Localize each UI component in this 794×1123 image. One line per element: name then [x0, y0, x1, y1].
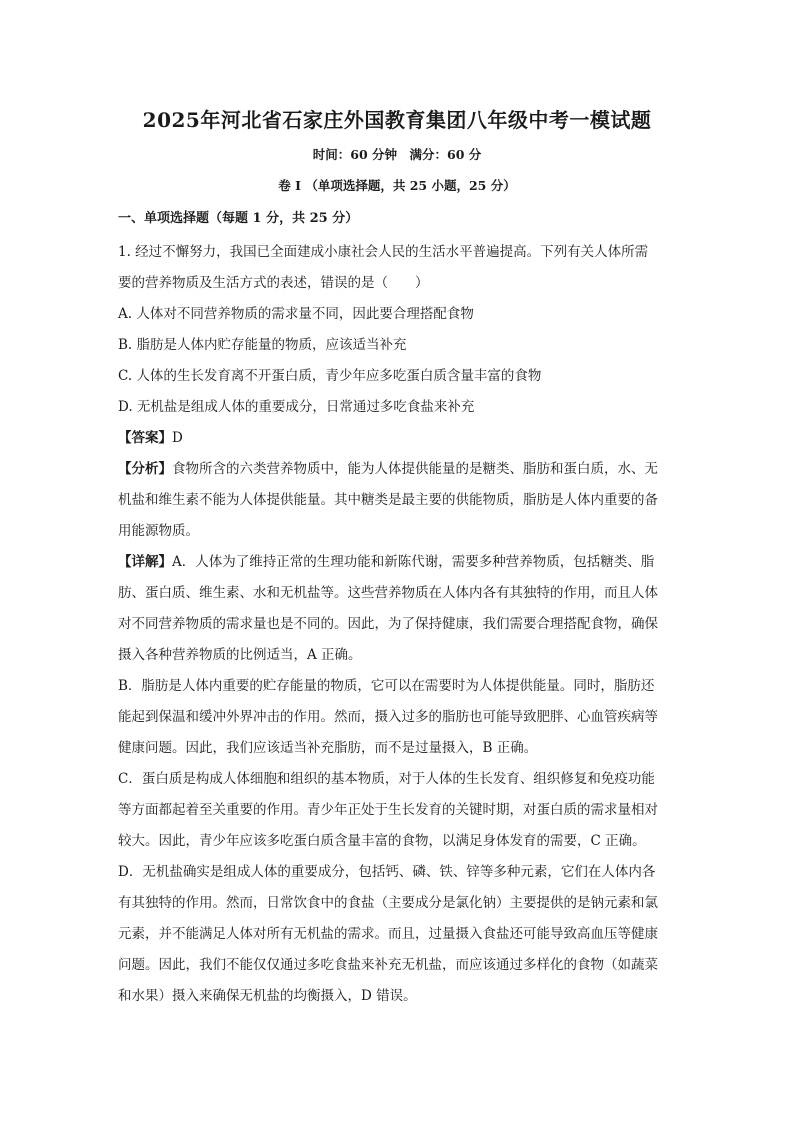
analysis-line-2: 机盐和维生素不能为人体提供能量。其中糖类是最主要的供能物质，脂肪是人体内重要的备	[118, 492, 658, 508]
detail-tag: 【详解】	[118, 554, 172, 570]
detail-line-10: 较大。因此，青少年应该多吃蛋白质含量丰富的食物，以满足身体发育的需要，C 正确。	[118, 833, 646, 849]
answer-tag: 【答案】	[118, 430, 172, 446]
time-score-line: 时间：60 分钟 满分：60 分	[312, 147, 482, 162]
detail-line-11: D．无机盐确实是组成人体的重要成分，包括钙、磷、铁、锌等多种元素，它们在人体内各	[118, 864, 656, 880]
detail-line-1	[118, 550, 654, 570]
answer-line	[118, 426, 183, 446]
analysis-line-3: 用能源物质。	[118, 523, 199, 539]
volume-heading: 卷 I （单项选择题，共 25 小题，25 分）	[278, 178, 516, 193]
option-b: B. 脂肪是人体内贮存能量的物质，应该适当补充	[118, 337, 407, 353]
analysis-text: 食物所含的六类营养物质中，能为人体提供能量的是糖类、脂肪和蛋白质，水、无	[172, 461, 658, 477]
detail-line-4: 摄入各种营养物质的比例适当，A 正确。	[118, 647, 362, 663]
detail-line-12: 有其独特的作用。然而，日常饮食中的食盐（主要成分是氯化钠）主要提供的是钠元素和氯	[118, 895, 658, 911]
detail-line-9: 等方面都起着至关重要的作用。青少年正处于生长发育的关键时期，对蛋白质的需求量相对	[118, 802, 658, 818]
detail-line-13: 元素，并不能满足人体对所有无机盐的需求。而且，过量摄入食盐还可能导致高血压等健康	[118, 926, 658, 942]
detail-line-14: 问题。因此，我们不能仅仅通过多吃食盐来补充无机盐，而应该通过多样化的食物（如蔬菜	[118, 957, 658, 973]
answer-value: D	[172, 430, 183, 446]
question-stem-line-2: 要的营养物质及生活方式的表述，错误的是（ ）	[118, 275, 429, 291]
analysis-tag: 【分析】	[118, 461, 172, 477]
section-heading: 一、单项选择题（每题 1 分，共 25 分）	[118, 211, 359, 226]
detail-line-5: B．脂肪是人体内重要的贮存能量的物质，它可以在需要时为人体提供能量。同时，脂肪还	[118, 678, 655, 694]
option-a: A. 人体对不同营养物质的需求量不同，因此要合理搭配食物	[118, 306, 474, 322]
analysis-line-1	[118, 457, 658, 477]
detail-line-3: 对不同营养物质的需求量也是不同的。因此，为了保持健康，我们需要合理搭配食物，确保	[118, 616, 658, 632]
question-stem-line-1: 1. 经过不懈努力，我国已全面建成小康社会人民的生活水平普遍提高。下列有关人体所需	[118, 244, 649, 260]
detail-line-15: 和水果）摄入来确保无机盐的均衡摄入，D 错误。	[118, 988, 417, 1004]
detail-line-6: 能起到保温和缓冲外界冲击的作用。然而，摄入过多的脂肪也可能导致肥胖、心血管疾病等	[118, 709, 658, 725]
detail-line-2: 肪、蛋白质、维生素、水和无机盐等。这些营养物质在人体内各有其独特的作用，而且人体	[118, 585, 658, 601]
option-d: D. 无机盐是组成人体的重要成分，日常通过多吃食盐来补充	[118, 399, 475, 415]
detail-text: A．人体为了维持正常的生理功能和新陈代谢，需要多种营养物质，包括糖类、脂	[172, 554, 655, 570]
detail-line-8: C．蛋白质是构成人体细胞和组织的基本物质，对于人体的生长发育、组织修复和免疫功能	[118, 771, 655, 787]
detail-line-7: 健康问题。因此，我们应该适当补充脂肪，而不是过量摄入，B 正确。	[118, 740, 538, 756]
option-c: C. 人体的生长发育离不开蛋白质，青少年应多吃蛋白质含量丰富的食物	[118, 368, 542, 384]
document-title: 2025年河北省石家庄外国教育集团八年级中考一模试题	[142, 108, 652, 132]
